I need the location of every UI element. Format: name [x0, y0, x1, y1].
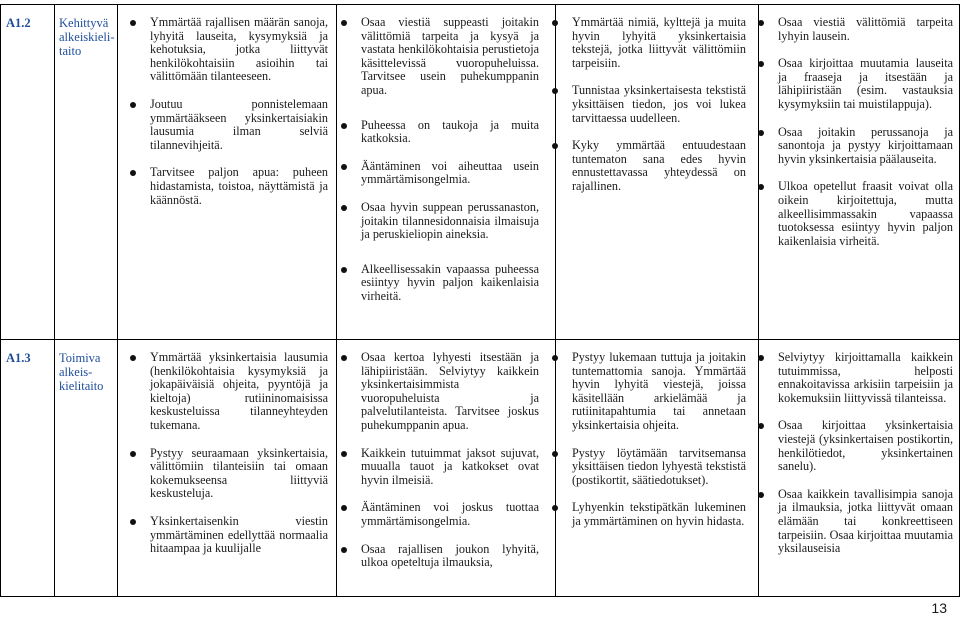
- listening-cell: [129, 16, 328, 207]
- speaking-cell: [340, 351, 539, 570]
- level-code: A1.3: [6, 351, 31, 365]
- list-item: Yksinkertaisenkin viestin ymmärtäminen edellyttää normaalia hitaampaa ja kuulijalle: [129, 515, 328, 556]
- list-item: Ulkoa opetellut fraasit voivat olla oikein kirjoitettuja, mutta alkeellisimmassakin vapaassa tuotoksessa esiintyy hyvin paljon kaikenlaisia virheitä.: [757, 180, 953, 248]
- writing-cell: [757, 16, 953, 248]
- col-divider: [336, 4, 337, 596]
- table-bottom-border: [0, 596, 960, 597]
- list-item: Joutuu ponnistelemaan ymmärtääkseen yksinkertaisiakin lausumia ilman selviä tilannevihjeitä.: [129, 98, 328, 152]
- list-item: Alkeellisessakin vapaassa puheessa esiintyy hyvin paljon kaikenlaisia virheitä.: [340, 263, 539, 304]
- row-divider: [0, 339, 960, 340]
- table-top-border: [0, 4, 960, 5]
- list-item: Ääntäminen voi joskus tuottaa ymmärtämisongelmia.: [340, 501, 539, 528]
- list-item: Osaa rajallisen joukon lyhyitä, ulkoa opeteltuja ilmauksia,: [340, 543, 539, 570]
- list-item: Tarvitsee paljon apua: puheen hidastamista, toistoa, näyttämistä ja käännöstä.: [129, 166, 328, 207]
- list-item: Lyhyenkin tekstipätkän lukeminen ja ymmärtäminen on hyvin hidasta.: [551, 501, 746, 528]
- list-item: Pystyy löytämään tarvitsemansa yksittäisen tiedon lyhyestä tekstistä (postikortit, säätiedotukset).: [551, 447, 746, 488]
- list-item: Pystyy seuraamaan yksinkertaisia, välittömiin tilanteisiin tai omaan kokemukseensa liittyviä keskusteluja.: [129, 447, 328, 501]
- list-item: Osaa viestiä suppeasti joitakin välittömiä tarpeita ja kysyä ja vastata henkilökohtaisia perustietoja käsittelevissä vuoropuheluissa. Tarvitsee usein puhekumppanin apua.: [340, 16, 539, 98]
- list-item: Tunnistaa yksinkertaisesta tekstistä yksittäisen tiedon, jos voi lukea tarvittaessa uudelleen.: [551, 84, 746, 125]
- list-item: Osaa hyvin suppean perussanaston, joitakin tilannesidonnaisia ilmaisuja ja peruskieliopin aineksia.: [340, 201, 539, 242]
- writing-cell: [757, 351, 953, 556]
- list-item: Ymmärtää yksinkertaisia lausumia (henkilökohtaisia kysymyksiä ja jokapäiväisiä ohjeita, pyyntöjä ja kieltoja) rutiininomaisissa keskusteluissa tilanneyhteyden tukemana.: [129, 351, 328, 433]
- list-item: Ääntäminen voi aiheuttaa usein ymmärtämisongelmia.: [340, 160, 539, 187]
- list-item: Kyky ymmärtää entuudestaan tuntematon sana edes hyvin ennustettavassa yhteydessä on rajallinen.: [551, 139, 746, 193]
- list-item: Osaa kertoa lyhyesti itsestään ja lähipiiristään. Selviytyy kaikkein yksinkertaisimmista vuoropuheluista ja palvelutilanteista. Tarvitsee joskus puhekumppanin apua.: [340, 351, 539, 433]
- reading-cell: [551, 351, 746, 529]
- list-item: Ymmärtää nimiä, kylttejä ja muita hyvin lyhyitä yksinkertaisia tekstejä, jotka liittyvät välittömiin tarpeisiin.: [551, 16, 746, 70]
- list-item: Selviytyy kirjoittamalla kaikkein tutuimmissa, helposti ennakoitavissa arkisiin tarpeisiin ja kokemuksiin liittyvissä tilanteissa.: [757, 351, 953, 405]
- speaking-cell: [340, 16, 539, 304]
- list-item: Puheessa on taukoja ja muita katkoksia.: [340, 119, 539, 146]
- list-item: Osaa kaikkein tavallisimpia sanoja ja ilmauksia, jotka liittyvät omaan elämään tai konkreettiseen tarpeisiin. Osaa kirjoittaa muutamia yksilauseisia: [757, 488, 953, 556]
- list-item: Pystyy lukemaan tuttuja ja joitakin tuntemattomia sanoja. Ymmärtää hyvin lyhyitä viestejä, joissa käsitellään arkielämää ja rutiinitapahtumia tai annetaan yksinkertaisia ohjeita.: [551, 351, 746, 433]
- col-divider: [117, 4, 118, 596]
- page-number: 13: [931, 600, 947, 616]
- list-item: Kaikkein tutuimmat jaksot sujuvat, muualla tauot ja katkokset ovat hyvin ilmeisiä.: [340, 447, 539, 488]
- level-code: A1.2: [6, 16, 31, 30]
- col-divider: [0, 4, 1, 596]
- list-item: Ymmärtää rajallisen määrän sanoja, lyhyitä lauseita, kysymyksiä ja kehotuksia, jotka liittyvät henkilökohtaisiin asioihin tai välittömään tilanteeseen.: [129, 16, 328, 84]
- level-title: Toimiva alkeis-kielitaito: [59, 351, 104, 393]
- list-item: Osaa kirjoittaa yksinkertaisia viestejä (yksinkertaisen postikortin, henkilötiedot, yksinkertainen sanelu).: [757, 419, 953, 473]
- list-item: Osaa joitakin perussanoja ja sanontoja ja pystyy kirjoittamaan hyvin yksinkertaisia päälauseita.: [757, 126, 953, 167]
- list-item: Osaa viestiä välittömiä tarpeita lyhyin lausein.: [757, 16, 953, 43]
- col-divider: [54, 4, 55, 596]
- listening-cell: [129, 351, 328, 556]
- list-item: Osaa kirjoittaa muutamia lauseita ja fraaseja ja itsestään ja lähipiiristään (esim. vastauksia kysymyksiin tai muistilappuja).: [757, 57, 953, 111]
- level-title: Kehittyvä alkeiskieli-taito: [59, 16, 115, 58]
- reading-cell: [551, 16, 746, 194]
